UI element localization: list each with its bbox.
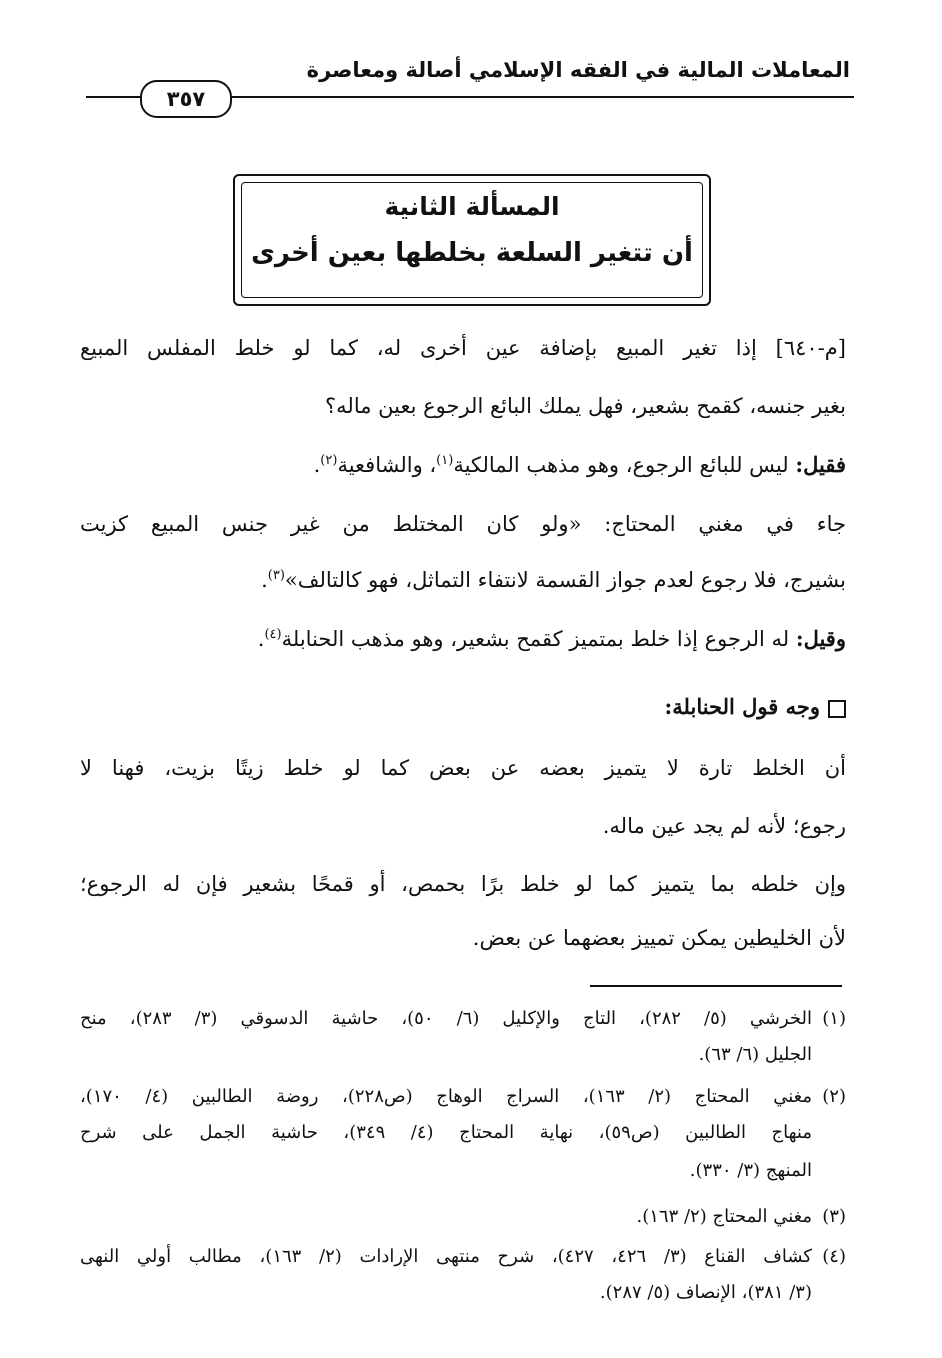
opinion-1-lead: فقيل:: [795, 452, 846, 477]
footnote-3-number: (٣): [822, 1206, 846, 1227]
paragraph-6-line-1: وإن خلطه بما يتميز كما لو خلط برًا بحمص، أو قمحًا بشعير فإن له الرجوع؛: [80, 872, 846, 896]
footnote-1-line-1: الخرشي (٥/ ٢٨٢)، التاج والإكليل (٦/ ٥٠)، حاشية الدسوقي (٣/ ٢٨٣)، منح: [80, 1008, 812, 1029]
paragraph-5-line-1: أن الخلط تارة لا يتميز بعضه عن بعض كما لو خلط زيتًا بزيت، فهنا لا: [80, 756, 846, 780]
quote-end: .: [261, 568, 268, 592]
footnote-2-line-2: منهاج الطالبين (ص٥٩)، نهاية المحتاج (٤/ ٣٤٩)، حاشية الجمل على شرح: [80, 1122, 812, 1143]
paragraph-1-line-1: [م-٦٤٠] إذا تغير المبيع بإضافة عين أخرى له، كما لو خلط المفلس المبيع: [80, 336, 846, 360]
opinion-1-text: ليس للبائع الرجوع، وهو مذهب المالكية: [453, 453, 796, 477]
section-title-frame: [233, 174, 711, 306]
paragraph-3-line-1: جاء في مغني المحتاج: «ولو كان المختلط من غير جنس المبيع كزيت: [80, 512, 846, 536]
page-number: ٣٥٧: [140, 80, 232, 118]
subheading-text: وجه قول الحنابلة:: [664, 694, 820, 719]
section-title-line1: المسألة الثانية: [384, 192, 560, 221]
footnote-2-line-1: مغني المحتاج (٢/ ١٦٣)، السراج الوهاج (ص٢٢٨)، روضة الطالبين (٤/ ١٧٠)،: [80, 1086, 812, 1107]
paragraph-5-line-2: رجوع؛ لأنه لم يجد عين ماله.: [602, 814, 846, 838]
paragraph-4: [258, 626, 846, 651]
subheading: [665, 694, 846, 719]
footnote-1-line-2: الجليل (٦/ ٦٣).: [698, 1044, 812, 1065]
footnote-ref-2: (٢): [320, 453, 338, 468]
footnote-1-number: (١): [822, 1008, 846, 1029]
paragraph-6-line-2: لأن الخليطين يمكن تمييز بعضهما عن بعض.: [472, 926, 846, 950]
footnote-2-line-3: المنهج (٣/ ٣٣٠).: [689, 1160, 812, 1181]
paragraph-2: [314, 452, 846, 477]
opinion-2-end: .: [257, 627, 265, 651]
paragraph-3-line-2: [261, 568, 846, 592]
footnote-ref-1: (١): [436, 453, 454, 468]
footnote-3-line-1: مغني المحتاج (٢/ ١٦٣).: [636, 1206, 812, 1227]
footnote-separator: [590, 985, 842, 987]
opinion-2-text: له الرجوع إذا خلط بمتميز كقمح بشعير، وهو مذهب الحنابلة: [281, 627, 796, 651]
quote-text: بشيرج، فلا رجوع لعدم جواز القسمة لانتفاء التماثل، فهو كالتالف»: [284, 568, 846, 592]
paragraph-1-line-2: بغير جنسه، كقمح بشعير، فهل يملك البائع الرجوع بعين ماله؟: [325, 394, 846, 418]
section-title-line2: أن تتغير السلعة بخلطها بعين أخرى: [251, 238, 693, 268]
footnote-4-line-2: (٣/ ٣٨١)، الإنصاف (٥/ ٢٨٧).: [599, 1282, 812, 1303]
opinion-1-mid: ، والشافعية: [337, 453, 437, 477]
footnote-4-number: (٤): [822, 1246, 846, 1267]
running-header-title: المعاملات المالية في الفقه الإسلامي أصالة ومعاصرة: [306, 58, 850, 82]
footnote-4-line-1: كشاف القناع (٣/ ٤٢٦، ٤٢٧)، شرح منتهى الإرادات (٢/ ١٦٣)، مطالب أولي النهى: [80, 1246, 812, 1267]
footnote-2-number: (٢): [822, 1086, 846, 1107]
square-bullet-icon: [828, 700, 846, 718]
footnote-ref-3: (٣): [267, 568, 285, 583]
opinion-1-end: .: [313, 453, 321, 477]
opinion-2-lead: وقيل:: [795, 626, 846, 651]
footnote-ref-4: (٤): [264, 627, 282, 642]
